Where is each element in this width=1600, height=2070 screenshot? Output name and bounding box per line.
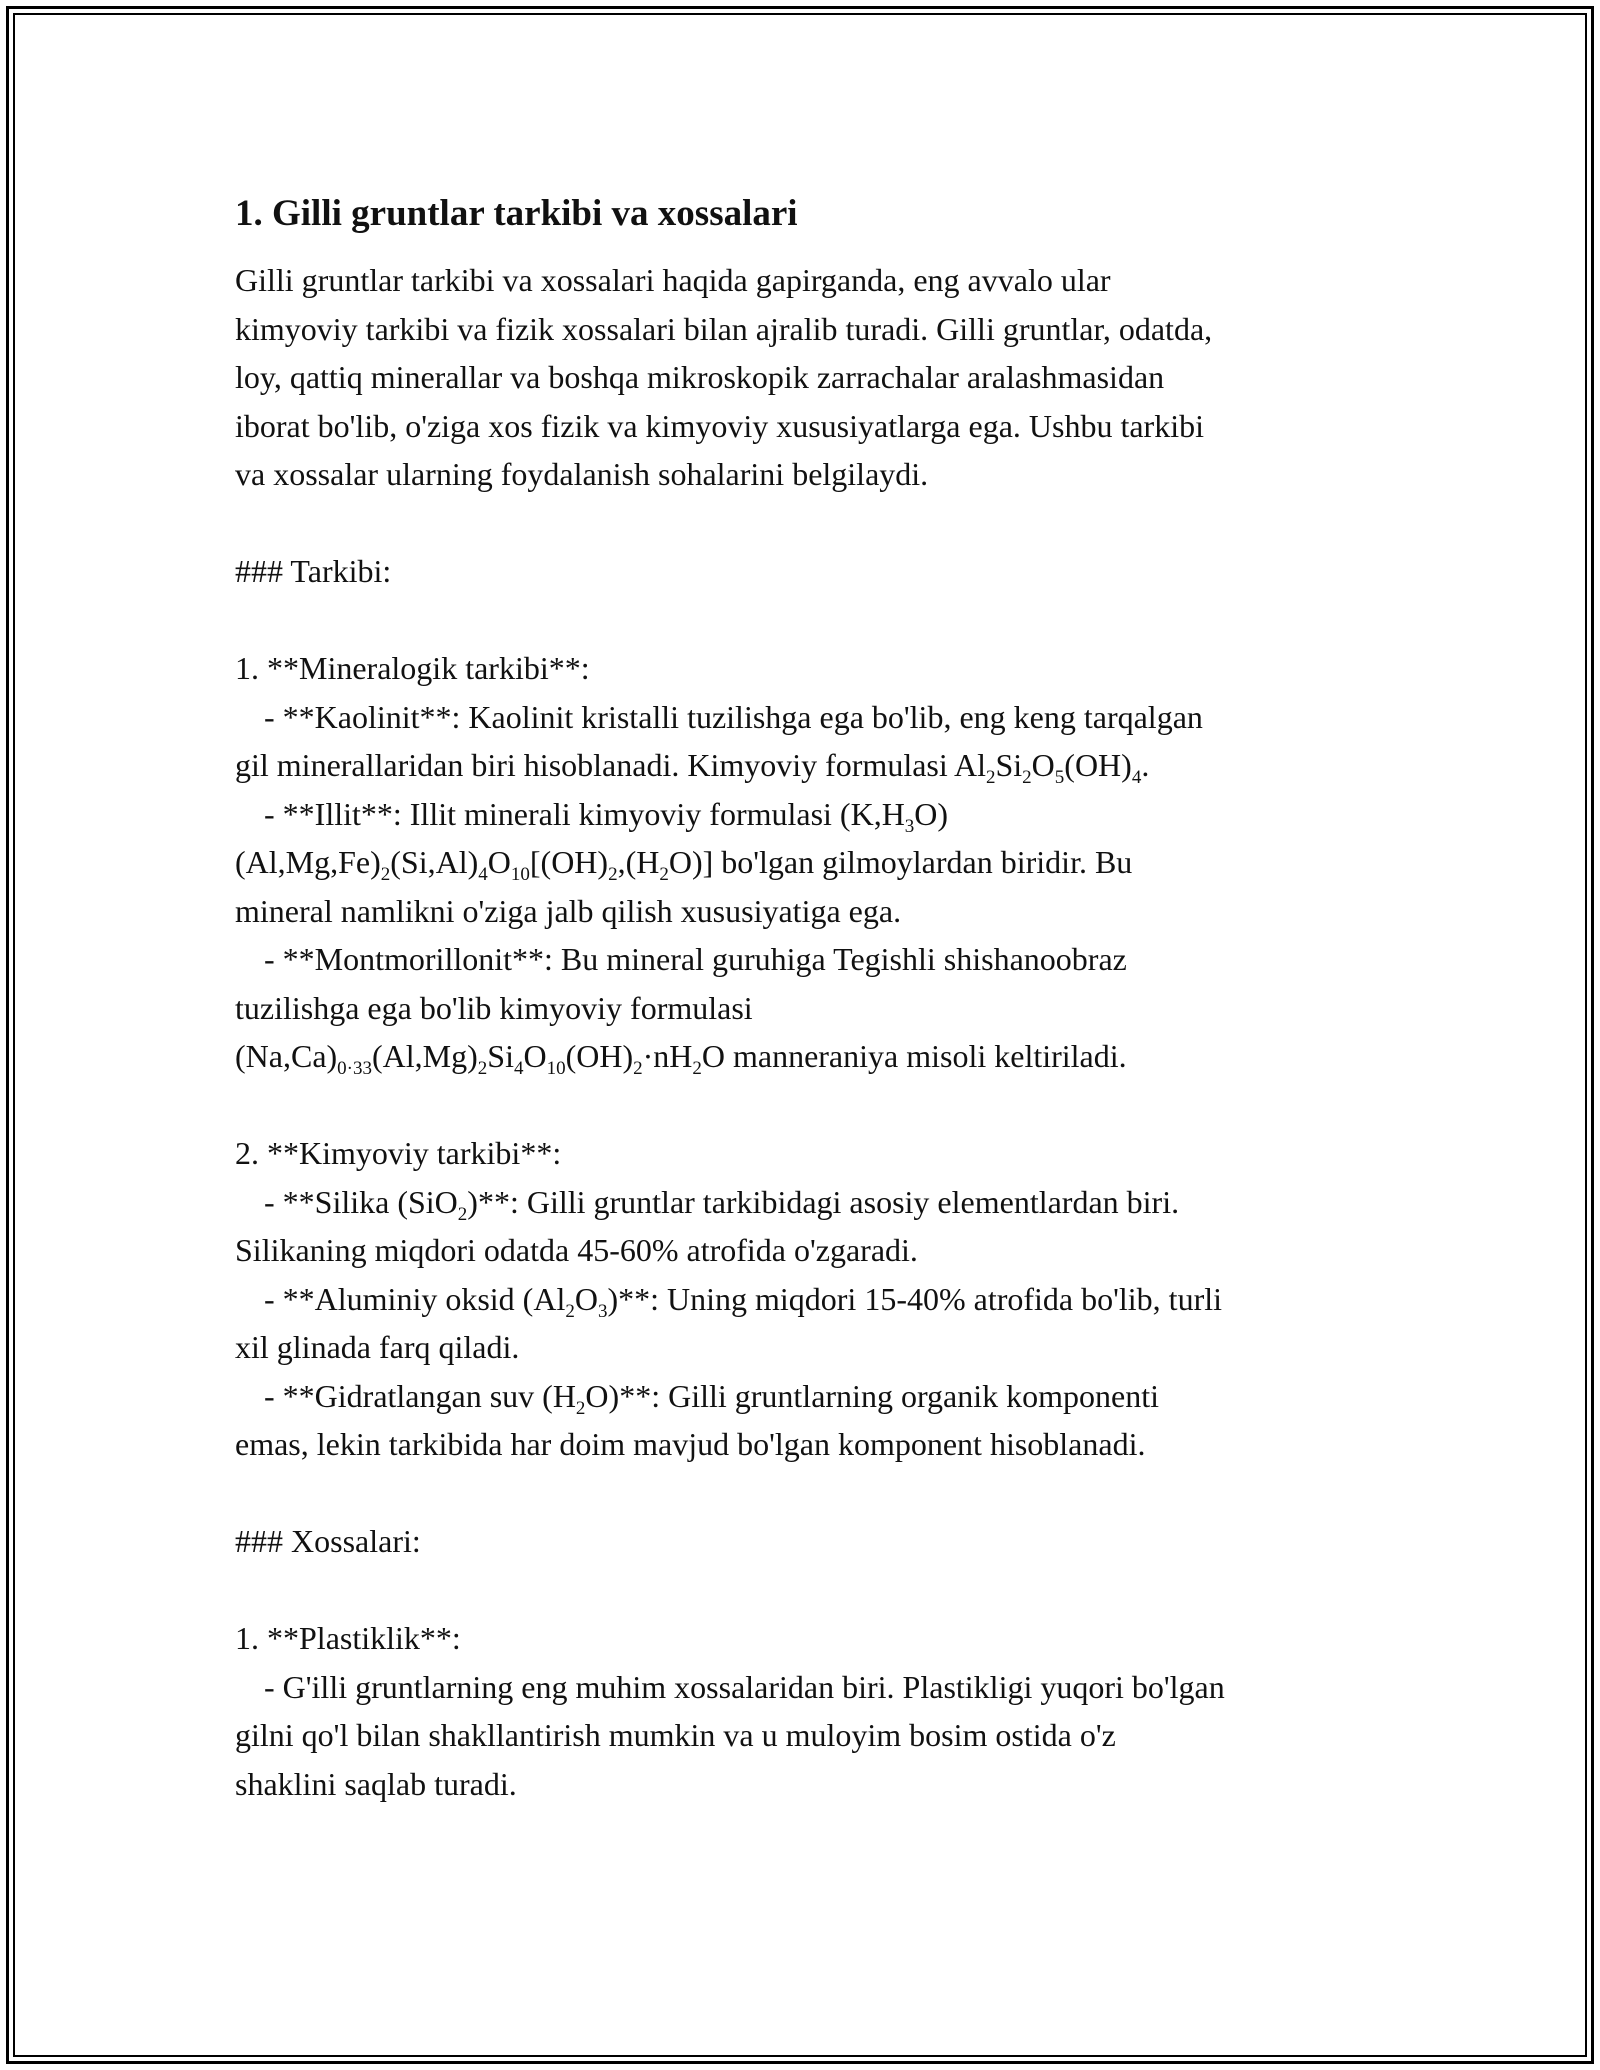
plastiklik-line: gilni qo'l bilan shakllantirish mumkin va u muloyim bosim ostida o'z — [235, 1717, 1116, 1753]
suv-line: - **Gidratlangan suv $(H_2O)**$: Gilli gruntlarning organik komponenti — [264, 1377, 1159, 1419]
intro-line: iborat bo'lib, o'ziga xos fizik va kimyoviy xususiyatlarga ega. Ushbu tarkibi — [235, 407, 1204, 444]
intro-line: loy, qattiq minerallar va boshqa mikroskopik zarrachalar aralashmasidan — [235, 359, 1165, 395]
aluminiy-line: - **Aluminiy oksid $(Al_2O_3)**$: Uning miqdori 15-40% atrofida bo'lib, turli — [264, 1280, 1222, 1322]
plastiklik-line: shaklini saqlab turadi. — [235, 1765, 517, 1802]
montmorillonit-line: tuzilishga ega bo'lib kimyoviy formulasi — [235, 989, 753, 1026]
page-title: 1. Gilli gruntlar tarkibi va xossalari — [235, 193, 798, 234]
section-heading-xossalari: ### Xossalari: — [235, 1523, 421, 1559]
section-heading-tarkibi: ### Tarkibi: — [235, 553, 392, 589]
mineralogik-heading: 1. **Mineralogik tarkibi**: — [235, 650, 590, 686]
kimyoviy-heading: 2. **Kimyoviy tarkibi**: — [235, 1135, 562, 1171]
illit-formula-line: $(Al,Mg,Fe)_2(Si,Al)_4O_{10}[(OH)_2,(H_2O)]$ bo'lgan gilmoylardan biridir. Bu — [235, 844, 1133, 885]
kaolinit-formula-line: gil minerallaridan biri hisoblanadi. Kimyoviy formulasi $Al_2Si_2O_5(OH)_4$. — [235, 747, 1150, 788]
montmorillonit-line: - **Montmorillonit**: Bu mineral guruhiga Tegishli shishanoobraz — [264, 941, 1127, 977]
montmorillonit-formula-line: $(Na,Ca)_{0\cdot 33}(Al,Mg)_2Si_4O_{10}(OH)_2\cdot nH_2O$ manneraniya misoli keltiriladi. — [235, 1038, 1127, 1079]
intro-line: kimyoviy tarkibi va fizik xossalari bilan ajralib turadi. Gilli gruntlar, odatda, — [235, 310, 1213, 347]
document-body — [235, 188, 1365, 1808]
intro-line: Gilli gruntlar tarkibi va xossalari haqida gapirganda, eng avvalo ular — [235, 262, 1111, 298]
illit-line: - **Illit**: Illit minerali kimyoviy formulasi $(K,H_3O)$ — [264, 795, 949, 837]
silika-line: Silikaning miqdori odatda 45-60% atrofida o'zgaradi. — [235, 1232, 918, 1268]
plastiklik-heading: 1. **Plastiklik**: — [235, 1620, 461, 1656]
plastiklik-line: - G'illi gruntlarning eng muhim xossalaridan biri. Plastikligi yuqori bo'lgan — [264, 1668, 1225, 1705]
illit-description-line: mineral namlikni o'ziga jalb qilish xususiyatiga ega. — [235, 892, 902, 929]
suv-line: emas, lekin tarkibida har doim mavjud bo'lgan komponent hisoblanadi. — [235, 1426, 1146, 1462]
kaolinit-line: - **Kaolinit**: Kaolinit kristalli tuzilishga ega bo'lib, eng keng tarqalgan — [264, 698, 1203, 735]
silika-line: - **Silika (SiO$_2$)**: Gilli gruntlar tarkibidagi asosiy elementlardan biri. — [264, 1183, 1180, 1225]
aluminiy-line: xil glinada farq qiladi. — [235, 1329, 520, 1365]
intro-paragraph — [235, 256, 1365, 1808]
intro-line: va xossalar ularning foydalanish sohalarini belgilaydi. — [235, 456, 929, 492]
